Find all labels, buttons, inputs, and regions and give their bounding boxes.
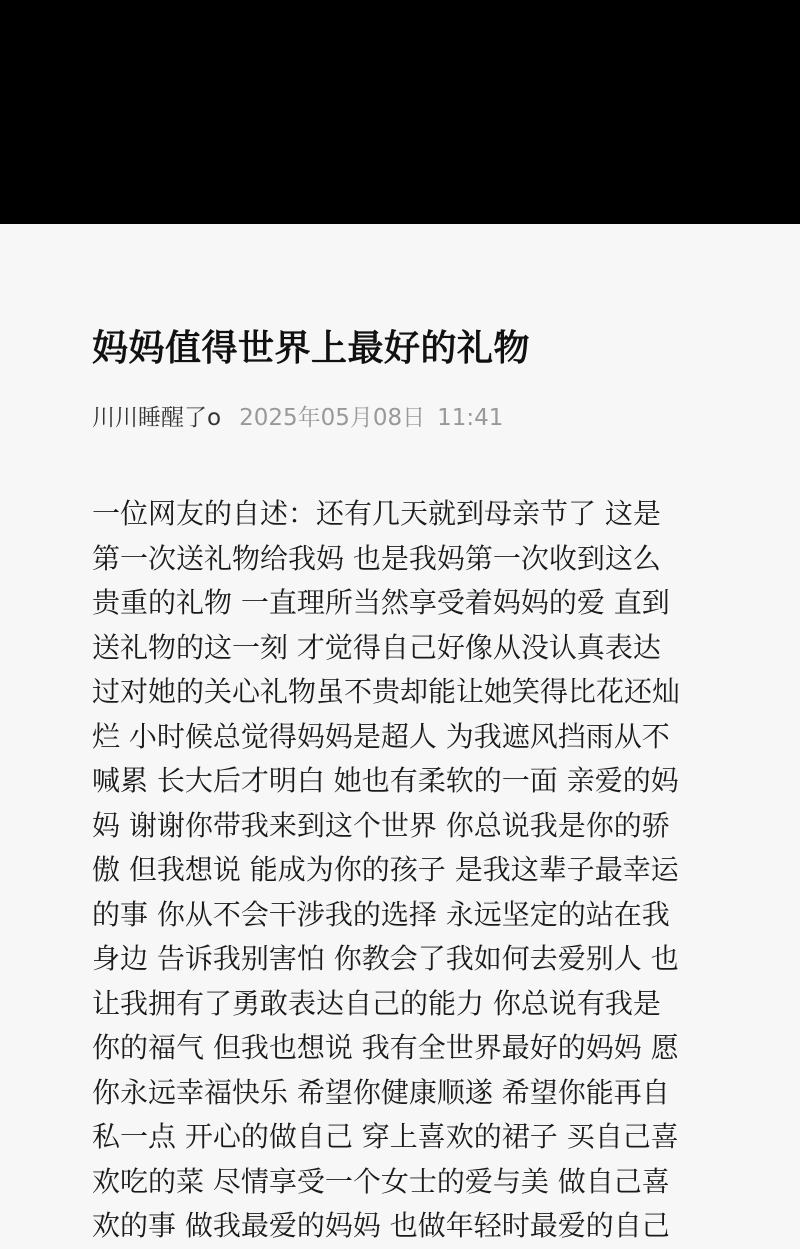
publish-date: 2025年05月08日 <box>239 405 426 431</box>
body-line: 私一点 开心的做自己 穿上喜欢的裙子 买自己喜 <box>92 1120 679 1153</box>
body-line: 身边 告诉我别害怕 你教会了我如何去爱别人 也 <box>92 942 679 975</box>
body-line: 的事 你从不会干涉我的选择 永远坚定的站在我 <box>92 897 670 931</box>
body-line: 傲 但我想说 能成为你的孩子 是我这辈子最幸运 <box>92 853 679 886</box>
body-line: 妈 谢谢你带我来到这个世界 你总说我是你的骄 <box>92 808 670 842</box>
body-line: 送礼物的这一刻 才觉得自己好像从没认真表达 <box>92 630 661 664</box>
body-line: 过对她的关心礼物虽不贵却能让她笑得比花还灿 <box>92 675 681 708</box>
article-title: 妈妈值得世界上最好的礼物 <box>92 328 531 369</box>
author-name[interactable]: 川川睡醒了o <box>92 405 222 431</box>
body-line: 让我拥有了勇敢表达自己的能力 你总说有我是 <box>92 986 661 1020</box>
body-line: 你永远幸福快乐 希望你健康顺遂 希望你能再自 <box>92 1075 670 1109</box>
top-black-bar <box>0 0 800 224</box>
body-line: 你的福气 但我也想说 我有全世界最好的妈妈 愿 <box>92 1031 679 1064</box>
article-meta <box>92 399 503 432</box>
body-line: 烂 小时候总觉得妈妈是超人 为我遮风挡雨从不 <box>92 719 670 753</box>
article-container <box>0 224 800 1249</box>
article-body <box>92 492 742 1249</box>
body-line: 一位网友的自述：还有几天就到母亲节了 这是 <box>92 497 661 530</box>
publish-time: 11:41 <box>437 405 504 431</box>
body-line: 欢的事 做我最爱的妈妈 也做年轻时最爱的自己 <box>92 1209 670 1242</box>
body-line: 贵重的礼物 一直理所当然享受着妈妈的爱 直到 <box>92 586 670 619</box>
body-line: 喊累 长大后才明白 她也有柔软的一面 亲爱的妈 <box>92 764 679 797</box>
body-line: 第一次送礼物给我妈 也是我妈第一次收到这么 <box>92 541 661 575</box>
body-line: 欢吃的菜 尽情享受一个女士的爱与美 做自己喜 <box>92 1164 670 1198</box>
